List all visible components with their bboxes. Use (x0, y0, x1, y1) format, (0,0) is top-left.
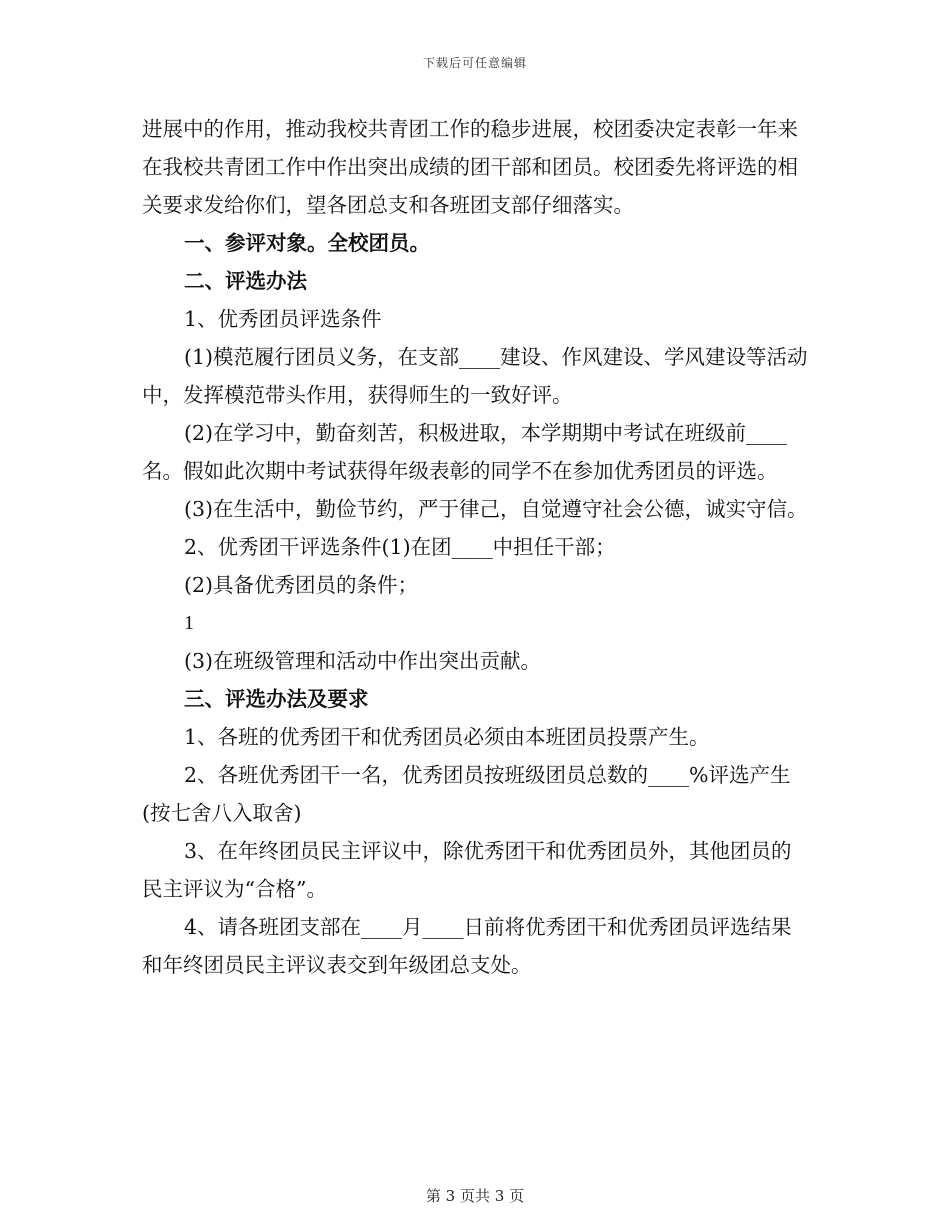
subheading-member-criteria: 1、优秀团员评选条件 (184, 307, 382, 331)
document-body (142, 110, 808, 984)
page-break-mark: 1 (184, 612, 194, 634)
paragraph-intro: 进展中的作用，推动我校共青团工作的稳步进展，校团委决定表彰一年来在我校共青团工作中作出突出成绩的团干部和团员。校团委先将评选的相关要求发给你们，望各团总支和各班团支部仔细落实。 (142, 117, 798, 217)
section-heading-3: 三、评选办法及要求 (184, 687, 369, 711)
section-heading-2: 二、评选办法 (184, 269, 307, 293)
page-footer: 第 3 页共 3 页 (425, 1187, 525, 1205)
page-header: 下载后可任意编辑 (422, 56, 527, 70)
criterion-3: (3)在生活中，勤俭节约，严于律己，自觉遵守社会公德，诚实守信。 (184, 497, 808, 521)
criterion-2: (2)在学习中，勤奋刻苦，积极进取，本学期期中考试在班级前____名。假如此次期中考试获得年级表彰的同学不在参加优秀团员的评选。 (142, 421, 788, 483)
criterion-5: (3)在班级管理和活动中作出突出贡献。 (184, 649, 542, 673)
subheading-cadre-criteria: 2、优秀团干评选条件(1)在团____中担任干部； (184, 535, 616, 559)
requirement-2: 2、各班优秀团干一名，优秀团员按班级团员总数的____%评选产生(按七舍八入取舍) (142, 763, 791, 825)
requirement-3: 3、在年终团员民主评议中，除优秀团干和优秀团员外，其他团员的民主评议为“合格”。 (142, 839, 792, 901)
section-heading-1: 一、参评对象。全校团员。 (184, 231, 430, 255)
criterion-1: (1)模范履行团员义务，在支部____建设、作风建设、学风建设等活动中，发挥模范带头作用，获得师生的一致好评。 (142, 345, 808, 407)
requirement-1: 1、各班的优秀团干和优秀团员必须由本班团员投票产生。 (184, 725, 710, 749)
criterion-4: (2)具备优秀团员的条件； (184, 573, 419, 597)
requirement-4: 4、请各班团支部在____月____日前将优秀团干和优秀团员评选结果和年终团员民主评议表交到年级团总支处。 (142, 915, 792, 977)
